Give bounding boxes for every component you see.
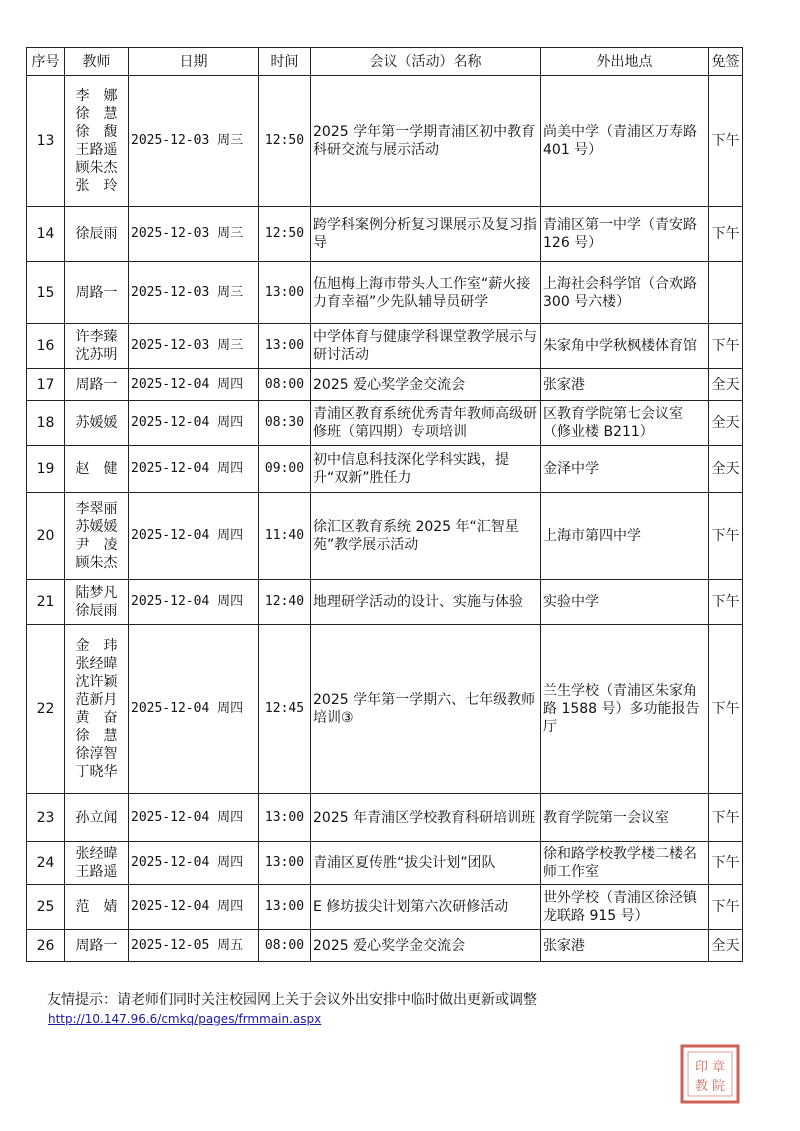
meeting-location: 张家港 [541, 369, 709, 401]
meeting-date: 2025-12-04 周四 [129, 369, 259, 401]
meeting-location: 尚美中学（青浦区万寿路 401 号） [541, 76, 709, 207]
campus-link[interactable]: http://10.147.96.6/cmkq/pages/frmmain.aspx [48, 1012, 322, 1026]
exempt-status: 下午 [709, 207, 743, 262]
meeting-name: 青浦区教育系统优秀青年教师高级研修班（第四期）专项培训 [311, 401, 541, 446]
svg-text:印: 印 [695, 1060, 709, 1075]
exempt-status: 下午 [709, 842, 743, 885]
meeting-location: 实验中学 [541, 580, 709, 625]
meeting-name: 2025 学年第一学期青浦区初中教育科研交流与展示活动 [311, 76, 541, 207]
meeting-time: 13:00 [259, 262, 311, 324]
meeting-date: 2025-12-04 周四 [129, 580, 259, 625]
meeting-date: 2025-12-04 周四 [129, 885, 259, 930]
teacher-names: 赵 健 [65, 446, 129, 493]
table-row [27, 207, 743, 262]
meeting-time: 12:45 [259, 625, 311, 794]
meeting-time: 13:00 [259, 794, 311, 842]
teacher-names: 许李臻 沈苏明 [65, 324, 129, 369]
meeting-date: 2025-12-04 周四 [129, 842, 259, 885]
svg-text:教: 教 [695, 1079, 709, 1094]
table-row [27, 930, 743, 962]
header-no: 序号 [27, 48, 65, 76]
meeting-time: 13:00 [259, 324, 311, 369]
header-location: 外出地点 [541, 48, 709, 76]
table-row [27, 262, 743, 324]
row-number: 25 [27, 885, 65, 930]
meeting-time: 08:30 [259, 401, 311, 446]
table-row [27, 401, 743, 446]
meeting-name: E 修坊拔尖计划第六次研修活动 [311, 885, 541, 930]
teacher-names: 徐辰雨 [65, 207, 129, 262]
table-row [27, 76, 743, 207]
table-row [27, 493, 743, 580]
row-number: 17 [27, 369, 65, 401]
meeting-name: 地理研学活动的设计、实施与体验 [311, 580, 541, 625]
teacher-names: 李 娜 徐 慧 徐 馥 王路遥 顾朱杰 张 玲 [65, 76, 129, 207]
meeting-location: 教育学院第一会议室 [541, 794, 709, 842]
row-number: 14 [27, 207, 65, 262]
teacher-names: 范 婧 [65, 885, 129, 930]
teacher-names: 金 玮 张经暐 沈许颖 范新月 黄 奋 徐 慧 徐淳智 丁晓华 [65, 625, 129, 794]
exempt-status [709, 262, 743, 324]
meeting-name: 2025 爱心奖学金交流会 [311, 930, 541, 962]
meeting-time: 13:00 [259, 842, 311, 885]
row-number: 19 [27, 446, 65, 493]
meeting-time: 12:40 [259, 580, 311, 625]
teacher-names: 陆梦凡 徐辰雨 [65, 580, 129, 625]
meeting-name: 2025 年青浦区学校教育科研培训班 [311, 794, 541, 842]
meeting-location: 朱家角中学秋枫楼体育馆 [541, 324, 709, 369]
table-header-row [27, 48, 743, 76]
exempt-status: 下午 [709, 580, 743, 625]
header-exempt: 免签 [709, 48, 743, 76]
meeting-location: 兰生学校（青浦区朱家角路 1588 号）多功能报告厅 [541, 625, 709, 794]
header-teacher: 教师 [65, 48, 129, 76]
meeting-location: 金泽中学 [541, 446, 709, 493]
row-number: 22 [27, 625, 65, 794]
header-date: 日期 [129, 48, 259, 76]
row-number: 18 [27, 401, 65, 446]
meeting-name: 伍旭梅上海市带头人工作室“薪火接力育幸福”少先队辅导员研学 [311, 262, 541, 324]
row-number: 20 [27, 493, 65, 580]
row-number: 26 [27, 930, 65, 962]
row-number: 16 [27, 324, 65, 369]
table-row [27, 794, 743, 842]
meeting-date: 2025-12-03 周三 [129, 76, 259, 207]
exempt-status: 下午 [709, 76, 743, 207]
meeting-date: 2025-12-03 周三 [129, 207, 259, 262]
meeting-name: 2025 爱心奖学金交流会 [311, 369, 541, 401]
exempt-status: 全天 [709, 930, 743, 962]
table-row [27, 446, 743, 493]
exempt-status: 下午 [709, 324, 743, 369]
row-number: 15 [27, 262, 65, 324]
svg-text:章: 章 [712, 1060, 726, 1075]
table-row [27, 324, 743, 369]
meeting-date: 2025-12-03 周三 [129, 262, 259, 324]
row-number: 21 [27, 580, 65, 625]
meeting-location: 上海社会科学馆（合欢路 300 号六楼） [541, 262, 709, 324]
teacher-names: 李翠丽 苏媛媛 尹 凌 顾朱杰 [65, 493, 129, 580]
meeting-location: 青浦区第一中学（青安路 126 号） [541, 207, 709, 262]
meeting-location: 区教育学院第七会议室（修业楼 B211） [541, 401, 709, 446]
exempt-status: 下午 [709, 625, 743, 794]
meeting-time: 09:00 [259, 446, 311, 493]
row-number: 13 [27, 76, 65, 207]
meeting-location: 徐和路学校教学楼二楼名师工作室 [541, 842, 709, 885]
header-time: 时间 [259, 48, 311, 76]
meeting-name: 初中信息科技深化学科实践，提升“双新”胜任力 [311, 446, 541, 493]
exempt-status: 下午 [709, 493, 743, 580]
meeting-time: 12:50 [259, 207, 311, 262]
meeting-name: 青浦区夏传胜“拔尖计划”团队 [311, 842, 541, 885]
meeting-time: 08:00 [259, 930, 311, 962]
meeting-date: 2025-12-04 周四 [129, 446, 259, 493]
table-row [27, 369, 743, 401]
row-number: 23 [27, 794, 65, 842]
svg-text:院: 院 [712, 1079, 726, 1094]
header-meeting-name: 会议（活动）名称 [311, 48, 541, 76]
meeting-location: 上海市第四中学 [541, 493, 709, 580]
teacher-names: 张经暐 王路遥 [65, 842, 129, 885]
teacher-names: 周路一 [65, 262, 129, 324]
meeting-time: 08:00 [259, 369, 311, 401]
friendly-tip: 友情提示：请老师们同时关注校园网上关于会议外出安排中临时做出更新或调整 [47, 992, 537, 1008]
seal-stamp [680, 1044, 740, 1104]
meeting-name: 中学体育与健康学科课堂教学展示与研讨活动 [311, 324, 541, 369]
meeting-schedule-table [26, 47, 743, 962]
exempt-status: 全天 [709, 401, 743, 446]
teacher-names: 周路一 [65, 369, 129, 401]
meeting-date: 2025-12-03 周三 [129, 324, 259, 369]
table-row [27, 842, 743, 885]
meeting-time: 11:40 [259, 493, 311, 580]
teacher-names: 孙立闻 [65, 794, 129, 842]
exempt-status: 下午 [709, 885, 743, 930]
table-row [27, 580, 743, 625]
teacher-names: 周路一 [65, 930, 129, 962]
table-row [27, 625, 743, 794]
meeting-date: 2025-12-04 周四 [129, 401, 259, 446]
meeting-date: 2025-12-04 周四 [129, 625, 259, 794]
exempt-status: 下午 [709, 794, 743, 842]
meeting-location: 世外学校（青浦区徐泾镇龙联路 915 号） [541, 885, 709, 930]
exempt-status: 全天 [709, 369, 743, 401]
row-number: 24 [27, 842, 65, 885]
teacher-names: 苏媛媛 [65, 401, 129, 446]
meeting-time: 12:50 [259, 76, 311, 207]
meeting-location: 张家港 [541, 930, 709, 962]
table-row [27, 885, 743, 930]
meeting-date: 2025-12-04 周四 [129, 794, 259, 842]
meeting-time: 13:00 [259, 885, 311, 930]
meeting-date: 2025-12-04 周四 [129, 493, 259, 580]
meeting-name: 2025 学年第一学期六、七年级教师培训③ [311, 625, 541, 794]
meeting-name: 徐汇区教育系统 2025 年“汇智星苑”教学展示活动 [311, 493, 541, 580]
meeting-date: 2025-12-05 周五 [129, 930, 259, 962]
exempt-status: 全天 [709, 446, 743, 493]
meeting-name: 跨学科案例分析复习课展示及复习指导 [311, 207, 541, 262]
